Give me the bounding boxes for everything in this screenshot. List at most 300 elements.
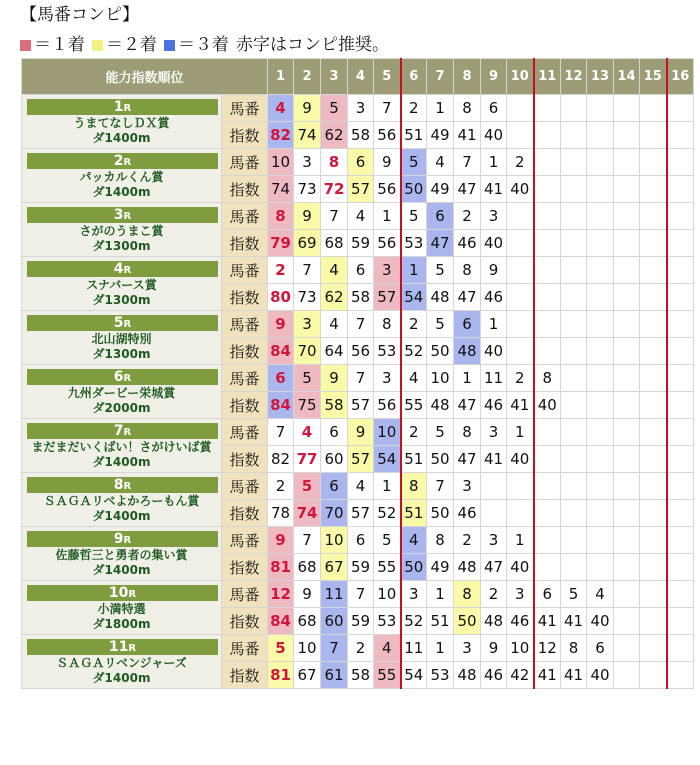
horse-number-cell bbox=[534, 95, 561, 122]
index-value-cell: 79 bbox=[268, 230, 294, 257]
race-distance: ダ1400m bbox=[92, 185, 151, 199]
index-value-cell bbox=[534, 554, 561, 581]
race-name: まだまだいくばい！さがけいば賞 bbox=[31, 440, 212, 454]
horse-number-cell: 5 bbox=[427, 257, 454, 284]
race-number-badge bbox=[27, 423, 218, 439]
horse-number-cell: 7 bbox=[454, 149, 481, 176]
horse-number-cell: 11 bbox=[481, 365, 507, 392]
index-value-cell: 74 bbox=[294, 122, 321, 149]
index-value-cell bbox=[561, 446, 587, 473]
race-horse-row bbox=[22, 473, 694, 500]
horse-number-cell: 6 bbox=[321, 473, 348, 500]
index-value-cell: 55 bbox=[401, 392, 427, 419]
race-number: 11 bbox=[108, 639, 129, 655]
horse-number-cell bbox=[614, 311, 640, 338]
index-value-cell: 59 bbox=[348, 230, 374, 257]
index-value-cell bbox=[614, 500, 640, 527]
index-value-cell: 40 bbox=[507, 554, 534, 581]
horse-number-cell bbox=[534, 257, 561, 284]
index-value-cell: 49 bbox=[427, 554, 454, 581]
horse-number-cell bbox=[534, 311, 561, 338]
index-value-cell: 51 bbox=[427, 608, 454, 635]
horse-number-label: 馬番 bbox=[222, 149, 268, 176]
horse-number-cell: 4 bbox=[587, 581, 614, 608]
index-value-cell bbox=[640, 500, 667, 527]
horse-number-cell bbox=[640, 203, 667, 230]
horse-number-cell bbox=[481, 473, 507, 500]
race-name: ＳＡＧＡリベンジャーズ bbox=[56, 656, 187, 670]
index-value-cell bbox=[561, 230, 587, 257]
race-horse-row bbox=[22, 527, 694, 554]
horse-number-cell: 5 bbox=[294, 365, 321, 392]
index-label: 指数 bbox=[222, 284, 268, 311]
race-mark: R bbox=[123, 265, 132, 276]
race-horse-row bbox=[22, 419, 694, 446]
index-value-cell: 41 bbox=[534, 662, 561, 689]
index-value-cell bbox=[640, 446, 667, 473]
index-value-cell: 58 bbox=[348, 662, 374, 689]
horse-number-cell: 8 bbox=[561, 635, 587, 662]
index-value-cell: 46 bbox=[481, 662, 507, 689]
index-value-cell bbox=[534, 284, 561, 311]
horse-number-cell: 5 bbox=[294, 473, 321, 500]
index-value-cell bbox=[614, 554, 640, 581]
horse-number-cell: 9 bbox=[268, 527, 294, 554]
index-value-cell bbox=[667, 230, 694, 257]
index-value-cell: 57 bbox=[348, 500, 374, 527]
horse-number-cell bbox=[534, 527, 561, 554]
race-horse-row bbox=[22, 95, 694, 122]
index-value-cell bbox=[614, 284, 640, 311]
horse-number-cell bbox=[507, 203, 534, 230]
horse-number-cell: 5 bbox=[427, 311, 454, 338]
horse-number-cell bbox=[640, 635, 667, 662]
rank-col-9: 9 bbox=[481, 59, 507, 95]
rank-col-16: 16 bbox=[667, 59, 694, 95]
index-label: 指数 bbox=[222, 338, 268, 365]
horse-number-cell: 3 bbox=[374, 365, 401, 392]
horse-number-cell bbox=[587, 311, 614, 338]
horse-number-cell bbox=[667, 203, 694, 230]
index-value-cell bbox=[640, 284, 667, 311]
index-value-cell: 46 bbox=[454, 230, 481, 257]
index-value-cell bbox=[587, 500, 614, 527]
race-mark: R bbox=[123, 211, 132, 222]
index-value-cell: 47 bbox=[454, 446, 481, 473]
index-value-cell: 40 bbox=[507, 176, 534, 203]
horse-number-cell bbox=[507, 473, 534, 500]
race-number-badge bbox=[27, 369, 218, 385]
index-value-cell bbox=[507, 122, 534, 149]
index-value-cell bbox=[534, 122, 561, 149]
horse-number-cell bbox=[667, 149, 694, 176]
horse-number-cell bbox=[561, 203, 587, 230]
horse-number-cell: 12 bbox=[268, 581, 294, 608]
index-value-cell bbox=[534, 446, 561, 473]
index-value-cell: 56 bbox=[374, 176, 401, 203]
horse-number-cell bbox=[561, 311, 587, 338]
index-value-cell: 51 bbox=[401, 446, 427, 473]
index-label: 指数 bbox=[222, 662, 268, 689]
horse-number-cell: 2 bbox=[268, 257, 294, 284]
race-name: ＳＡＧＡリベよかろーもん賞 bbox=[43, 494, 200, 508]
race-horse-row bbox=[22, 149, 694, 176]
index-value-cell: 81 bbox=[268, 554, 294, 581]
horse-number-cell: 8 bbox=[534, 365, 561, 392]
index-value-cell bbox=[667, 446, 694, 473]
index-value-cell bbox=[561, 554, 587, 581]
index-value-cell: 51 bbox=[401, 500, 427, 527]
index-label: 指数 bbox=[222, 392, 268, 419]
horse-number-cell bbox=[640, 149, 667, 176]
index-value-cell bbox=[640, 392, 667, 419]
horse-number-label: 馬番 bbox=[222, 581, 268, 608]
horse-number-cell: 3 bbox=[374, 257, 401, 284]
horse-number-cell: 6 bbox=[268, 365, 294, 392]
legend-first-label: ＝１着 bbox=[34, 35, 85, 55]
race-info-cell bbox=[22, 257, 222, 311]
index-value-cell: 57 bbox=[348, 176, 374, 203]
index-value-cell bbox=[587, 554, 614, 581]
horse-number-label: 馬番 bbox=[222, 203, 268, 230]
index-value-cell bbox=[534, 230, 561, 257]
horse-number-cell: 7 bbox=[374, 95, 401, 122]
index-value-cell bbox=[640, 338, 667, 365]
index-value-cell: 60 bbox=[321, 446, 348, 473]
horse-number-cell: 9 bbox=[348, 419, 374, 446]
index-value-cell bbox=[561, 122, 587, 149]
horse-number-cell: 6 bbox=[348, 527, 374, 554]
index-value-cell: 56 bbox=[374, 392, 401, 419]
race-horse-row bbox=[22, 365, 694, 392]
index-value-cell: 40 bbox=[587, 662, 614, 689]
index-value-cell: 84 bbox=[268, 392, 294, 419]
horse-number-cell bbox=[640, 419, 667, 446]
horse-number-cell: 6 bbox=[534, 581, 561, 608]
index-value-cell bbox=[614, 662, 640, 689]
horse-number-cell bbox=[534, 419, 561, 446]
index-label: 指数 bbox=[222, 446, 268, 473]
horse-number-cell: 5 bbox=[268, 635, 294, 662]
horse-number-cell: 1 bbox=[374, 203, 401, 230]
race-horse-row bbox=[22, 257, 694, 284]
horse-number-cell: 3 bbox=[294, 311, 321, 338]
race-mark: R bbox=[123, 103, 132, 114]
index-value-cell: 48 bbox=[427, 284, 454, 311]
horse-number-cell: 5 bbox=[401, 203, 427, 230]
index-label: 指数 bbox=[222, 554, 268, 581]
race-info-cell bbox=[22, 419, 222, 473]
index-value-cell: 84 bbox=[268, 608, 294, 635]
rank-col-5: 5 bbox=[374, 59, 401, 95]
horse-number-cell: 6 bbox=[321, 419, 348, 446]
race-number-badge bbox=[27, 207, 218, 223]
index-value-cell bbox=[481, 500, 507, 527]
horse-number-cell bbox=[640, 95, 667, 122]
index-value-cell: 62 bbox=[321, 122, 348, 149]
race-mark: R bbox=[123, 157, 132, 168]
index-value-cell bbox=[587, 176, 614, 203]
index-value-cell: 70 bbox=[321, 500, 348, 527]
horse-number-cell: 6 bbox=[587, 635, 614, 662]
index-value-cell: 41 bbox=[507, 392, 534, 419]
horse-number-cell: 5 bbox=[374, 527, 401, 554]
horse-number-cell: 1 bbox=[427, 95, 454, 122]
horse-number-cell bbox=[587, 149, 614, 176]
horse-number-cell: 6 bbox=[481, 95, 507, 122]
index-value-cell: 47 bbox=[454, 392, 481, 419]
horse-number-cell: 7 bbox=[294, 257, 321, 284]
index-value-cell: 46 bbox=[507, 608, 534, 635]
horse-number-cell: 4 bbox=[321, 311, 348, 338]
index-value-cell: 67 bbox=[294, 662, 321, 689]
legend-second-label: ＝２着 bbox=[106, 35, 157, 55]
horse-number-cell: 9 bbox=[481, 257, 507, 284]
horse-number-cell: 2 bbox=[401, 419, 427, 446]
index-value-cell: 40 bbox=[481, 338, 507, 365]
first-place-swatch bbox=[20, 40, 31, 51]
rank-col-2: 2 bbox=[294, 59, 321, 95]
race-distance: ダ2000m bbox=[92, 401, 151, 415]
index-value-cell: 47 bbox=[454, 284, 481, 311]
index-value-cell: 41 bbox=[534, 608, 561, 635]
horse-number-cell: 5 bbox=[561, 581, 587, 608]
horse-number-cell: 7 bbox=[348, 581, 374, 608]
horse-number-cell: 10 bbox=[427, 365, 454, 392]
index-value-cell bbox=[561, 176, 587, 203]
horse-number-cell: 6 bbox=[427, 203, 454, 230]
horse-number-label: 馬番 bbox=[222, 473, 268, 500]
race-horse-row bbox=[22, 635, 694, 662]
horse-number-cell: 3 bbox=[481, 203, 507, 230]
race-info-cell bbox=[22, 635, 222, 689]
index-value-cell: 68 bbox=[294, 608, 321, 635]
index-value-cell: 50 bbox=[401, 176, 427, 203]
index-value-cell bbox=[587, 122, 614, 149]
horse-number-cell: 1 bbox=[401, 257, 427, 284]
index-value-cell bbox=[640, 230, 667, 257]
rank-col-8: 8 bbox=[454, 59, 481, 95]
index-value-cell bbox=[667, 122, 694, 149]
index-value-cell: 48 bbox=[481, 608, 507, 635]
race-distance: ダ1300m bbox=[92, 293, 151, 307]
index-value-cell bbox=[640, 554, 667, 581]
index-value-cell: 48 bbox=[454, 554, 481, 581]
index-value-cell: 47 bbox=[427, 230, 454, 257]
horse-number-cell: 9 bbox=[268, 311, 294, 338]
race-mark: R bbox=[123, 373, 132, 384]
horse-number-cell bbox=[667, 527, 694, 554]
index-value-cell: 73 bbox=[294, 176, 321, 203]
compi-table bbox=[21, 58, 694, 689]
index-value-cell bbox=[507, 338, 534, 365]
horse-number-cell bbox=[561, 473, 587, 500]
horse-number-cell bbox=[507, 95, 534, 122]
horse-number-cell: 4 bbox=[401, 527, 427, 554]
horse-number-cell: 3 bbox=[294, 149, 321, 176]
horse-number-cell: 2 bbox=[348, 635, 374, 662]
index-value-cell: 48 bbox=[454, 662, 481, 689]
horse-number-cell: 9 bbox=[481, 635, 507, 662]
horse-number-cell bbox=[640, 257, 667, 284]
race-name: うまてなしＤＸ賞 bbox=[73, 116, 170, 130]
race-distance: ダ1400m bbox=[92, 131, 151, 145]
horse-number-label: 馬番 bbox=[222, 419, 268, 446]
index-value-cell: 50 bbox=[427, 446, 454, 473]
horse-number-cell: 6 bbox=[454, 311, 481, 338]
race-number: 4 bbox=[113, 261, 124, 277]
rank-header-label: 能力指数順位 bbox=[22, 59, 268, 95]
race-mark: R bbox=[128, 589, 137, 600]
horse-number-cell: 1 bbox=[481, 311, 507, 338]
horse-number-cell bbox=[614, 203, 640, 230]
index-label: 指数 bbox=[222, 608, 268, 635]
horse-number-cell: 3 bbox=[507, 581, 534, 608]
horse-number-cell: 4 bbox=[427, 149, 454, 176]
horse-number-cell bbox=[561, 95, 587, 122]
index-value-cell bbox=[614, 608, 640, 635]
third-place-swatch bbox=[164, 40, 175, 51]
index-value-cell: 82 bbox=[268, 122, 294, 149]
race-number: 9 bbox=[113, 531, 124, 547]
rank-col-11: 11 bbox=[534, 59, 561, 95]
horse-number-cell: 3 bbox=[401, 581, 427, 608]
horse-number-cell: 1 bbox=[454, 365, 481, 392]
horse-number-cell bbox=[507, 257, 534, 284]
index-value-cell: 75 bbox=[294, 392, 321, 419]
race-number-badge bbox=[27, 315, 218, 331]
index-label: 指数 bbox=[222, 500, 268, 527]
horse-number-cell bbox=[534, 203, 561, 230]
race-info-cell bbox=[22, 203, 222, 257]
index-label: 指数 bbox=[222, 122, 268, 149]
horse-number-cell: 3 bbox=[481, 419, 507, 446]
horse-number-cell bbox=[587, 473, 614, 500]
index-value-cell: 41 bbox=[454, 122, 481, 149]
horse-number-cell bbox=[667, 257, 694, 284]
index-value-cell: 41 bbox=[561, 608, 587, 635]
index-value-cell: 56 bbox=[374, 122, 401, 149]
horse-number-cell: 12 bbox=[534, 635, 561, 662]
horse-number-cell bbox=[614, 581, 640, 608]
index-value-cell bbox=[667, 392, 694, 419]
index-value-cell: 40 bbox=[587, 608, 614, 635]
horse-number-cell: 8 bbox=[454, 419, 481, 446]
index-value-cell: 58 bbox=[348, 122, 374, 149]
rank-col-15: 15 bbox=[640, 59, 667, 95]
index-value-cell bbox=[667, 338, 694, 365]
index-value-cell bbox=[561, 338, 587, 365]
index-value-cell bbox=[587, 392, 614, 419]
horse-number-cell: 8 bbox=[454, 581, 481, 608]
index-value-cell: 40 bbox=[534, 392, 561, 419]
index-value-cell: 47 bbox=[481, 554, 507, 581]
index-value-cell bbox=[587, 284, 614, 311]
index-value-cell: 57 bbox=[374, 284, 401, 311]
rank-col-7: 7 bbox=[427, 59, 454, 95]
horse-number-cell: 4 bbox=[401, 365, 427, 392]
horse-number-cell bbox=[667, 95, 694, 122]
index-label: 指数 bbox=[222, 176, 268, 203]
horse-number-label: 馬番 bbox=[222, 527, 268, 554]
index-value-cell: 77 bbox=[294, 446, 321, 473]
index-value-cell: 40 bbox=[481, 122, 507, 149]
index-value-cell bbox=[587, 446, 614, 473]
race-info-cell bbox=[22, 581, 222, 635]
index-value-cell: 49 bbox=[427, 122, 454, 149]
index-value-cell: 78 bbox=[268, 500, 294, 527]
index-value-cell bbox=[667, 500, 694, 527]
index-value-cell: 46 bbox=[454, 500, 481, 527]
index-value-cell bbox=[667, 554, 694, 581]
horse-number-cell: 10 bbox=[374, 419, 401, 446]
race-name: 小満特選 bbox=[97, 602, 146, 616]
horse-number-cell: 10 bbox=[294, 635, 321, 662]
index-value-cell bbox=[640, 608, 667, 635]
race-name: さがのうまこ賞 bbox=[79, 224, 164, 238]
index-value-cell bbox=[614, 176, 640, 203]
index-value-cell: 59 bbox=[348, 608, 374, 635]
horse-number-cell: 1 bbox=[374, 473, 401, 500]
horse-number-cell: 4 bbox=[348, 203, 374, 230]
rank-col-6: 6 bbox=[401, 59, 427, 95]
race-info-cell bbox=[22, 365, 222, 419]
index-value-cell: 58 bbox=[321, 392, 348, 419]
horse-number-cell bbox=[561, 257, 587, 284]
index-value-cell bbox=[507, 230, 534, 257]
horse-number-cell bbox=[614, 527, 640, 554]
horse-number-cell: 8 bbox=[401, 473, 427, 500]
index-value-cell bbox=[534, 338, 561, 365]
horse-number-cell: 3 bbox=[481, 527, 507, 554]
horse-number-cell bbox=[561, 365, 587, 392]
index-value-cell bbox=[667, 176, 694, 203]
index-value-cell bbox=[667, 284, 694, 311]
legend bbox=[20, 34, 389, 56]
index-value-cell bbox=[614, 122, 640, 149]
horse-number-cell: 5 bbox=[321, 95, 348, 122]
index-value-cell: 46 bbox=[481, 392, 507, 419]
horse-number-cell: 11 bbox=[321, 581, 348, 608]
index-value-cell: 47 bbox=[454, 176, 481, 203]
index-value-cell: 40 bbox=[481, 230, 507, 257]
horse-number-cell: 4 bbox=[294, 419, 321, 446]
race-number-badge bbox=[27, 585, 218, 601]
race-mark: R bbox=[123, 427, 132, 438]
horse-number-cell: 4 bbox=[321, 257, 348, 284]
race-number-badge bbox=[27, 261, 218, 277]
horse-number-cell: 2 bbox=[268, 473, 294, 500]
race-info-cell bbox=[22, 95, 222, 149]
horse-number-cell bbox=[667, 581, 694, 608]
page-title: 【馬番コンピ】 bbox=[20, 5, 139, 25]
horse-number-cell: 9 bbox=[374, 149, 401, 176]
horse-number-cell: 5 bbox=[401, 149, 427, 176]
index-value-cell: 57 bbox=[348, 446, 374, 473]
index-value-cell: 61 bbox=[321, 662, 348, 689]
horse-number-cell: 3 bbox=[454, 473, 481, 500]
race-distance: ダ1400m bbox=[92, 563, 151, 577]
horse-number-cell bbox=[614, 95, 640, 122]
index-value-cell bbox=[667, 662, 694, 689]
index-value-cell bbox=[614, 338, 640, 365]
horse-number-label: 馬番 bbox=[222, 635, 268, 662]
race-distance: ダ1400m bbox=[92, 509, 151, 523]
horse-number-cell bbox=[561, 527, 587, 554]
horse-number-cell bbox=[587, 203, 614, 230]
horse-number-cell bbox=[667, 635, 694, 662]
horse-number-cell: 8 bbox=[454, 95, 481, 122]
